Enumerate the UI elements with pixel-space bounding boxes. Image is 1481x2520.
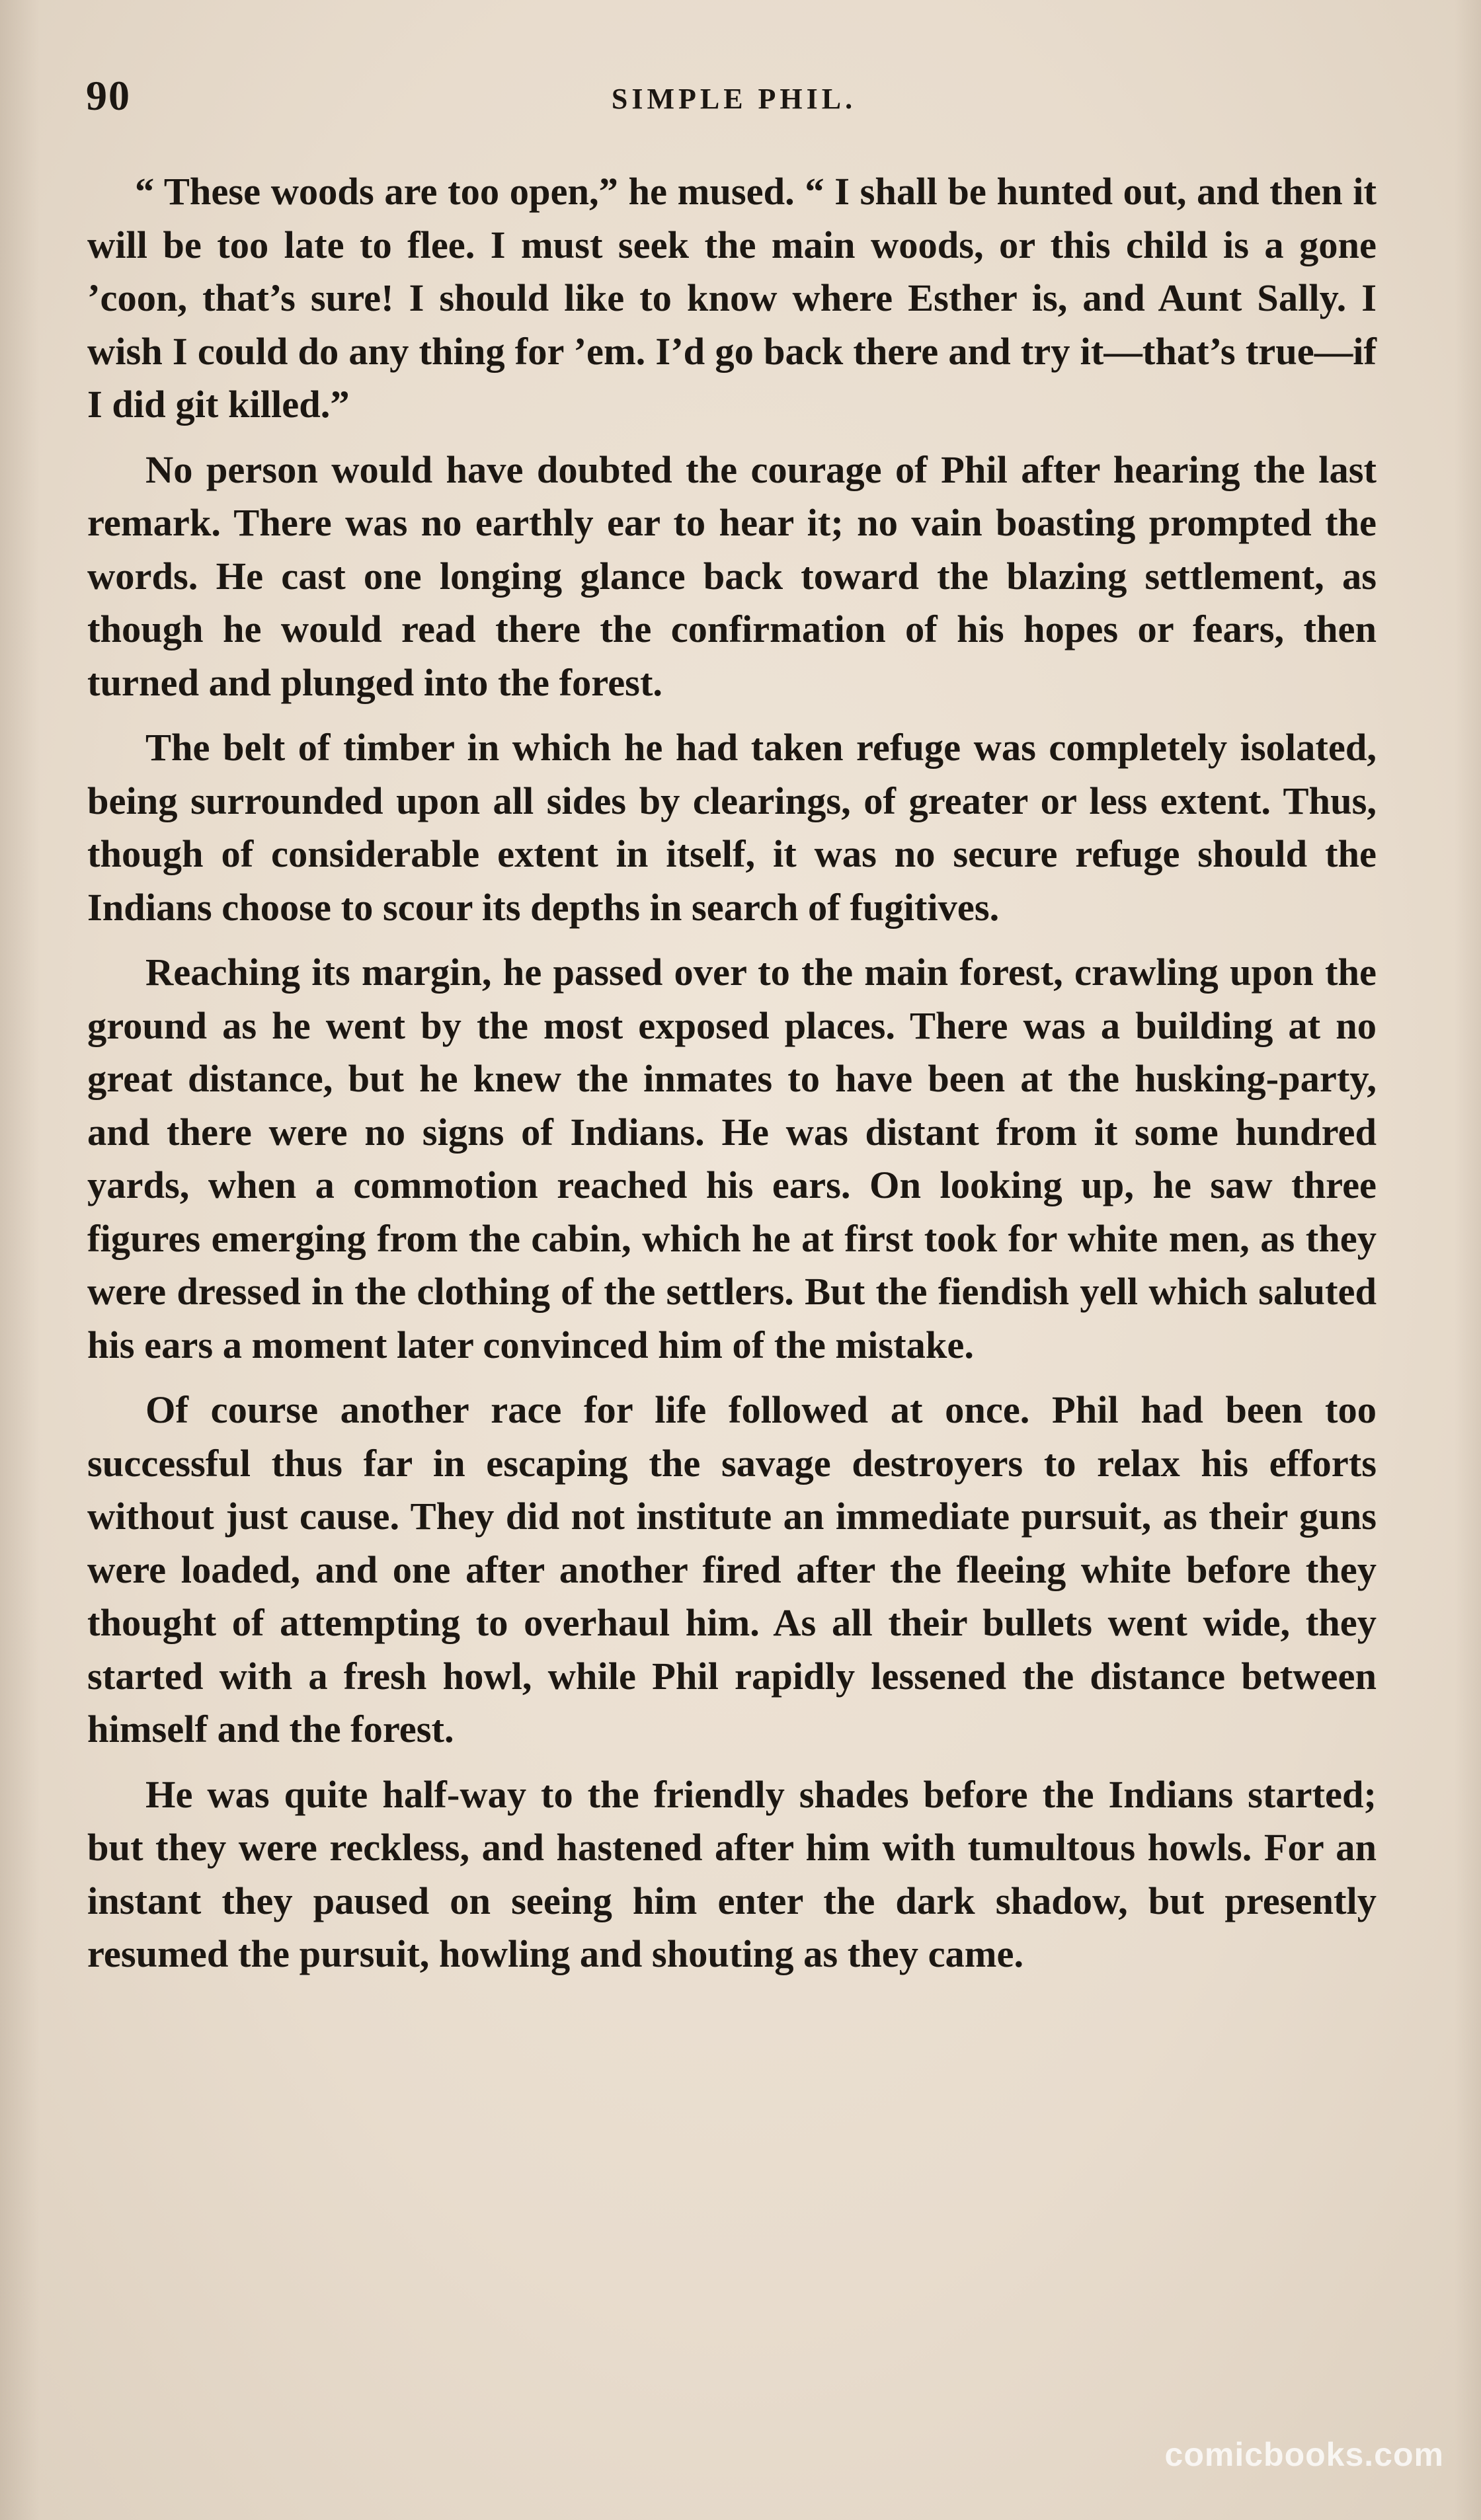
body-text <box>87 165 1377 1993</box>
running-title: SIMPLE PHIL. <box>611 83 857 115</box>
paragraph: “ These woods are too open,” he mused. “ I shall be hunted out, and then it will be too late to flee. I must seek the main woods, or this child is a gone ’coon, that’s sure! I should like to know where Esther is, and Aunt Sally. I wish I could do any thing for ’em. I’d go back there and try it—that’s true—if I did git killed.” <box>87 170 1377 426</box>
paragraph: Reaching its margin, he passed over to the main forest, crawling upon the ground as he went by the most exposed places. There was a building at no great distance, but he knew the inmates to have been at the husking-party, and there were no signs of Indians. He was distant from it some hundred yards, when a commotion reached his ears. On looking up, he saw three figures emerging from the cabin, which he at first took for white men, as they were dressed in the clothing of the settlers. But the fiendish yell which saluted his ears a moment later convinced him of the mistake. <box>87 951 1377 1366</box>
paragraph: He was quite half-way to the friendly shades before the Indians started; but they were reckless, and hastened after him with tumultous howls. For an instant they paused on seeing him enter the dark shadow, but presently resumed the pursuit, howling and shouting as they came. <box>87 1772 1377 1975</box>
watermark: comicbooks.com <box>1164 2436 1444 2473</box>
paragraph: Of course another race for life followed at once. Phil had been too successful thus far in escaping the savage destroyers to relax his efforts without just cause. They did not institute an immediate pursuit, as their guns were loaded, and one after another fired after the fleeing white before they thought of attempting to overhaul him. As all their bullets went wide, they started with a fresh howl, while Phil rapidly lessened the distance between himself and the forest. <box>87 1388 1377 1751</box>
paragraph: The belt of timber in which he had taken refuge was completely isolated, being surrounded upon all sides by clearings, of greater or less extent. Thus, though of considerable extent in itself, it was no secure refuge should the Indians choose to scour its depths in search of fugitives. <box>87 726 1377 929</box>
paragraph: No person would have doubted the courage of Phil after hearing the last remark. There was no earthly ear to hear it; no vain boasting prompted the words. He cast one longing glance back toward the blazing settlement, as though he would read there the confirmation of his hopes or fears, then turned and plunged into the forest. <box>87 448 1377 704</box>
page-header <box>86 71 1382 131</box>
page-number: 90 <box>86 72 131 119</box>
